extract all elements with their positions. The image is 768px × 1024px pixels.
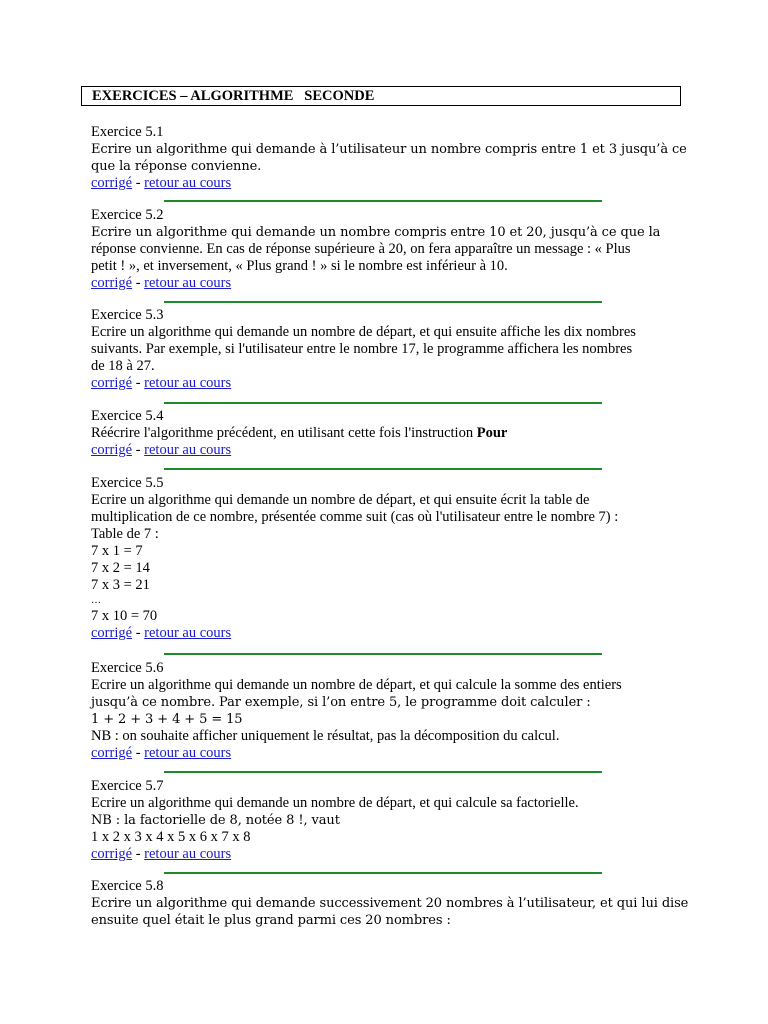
exercise-5-7 bbox=[91, 778, 671, 863]
link-separator: - bbox=[135, 846, 141, 862]
retour-au-cours-link[interactable]: retour au cours bbox=[144, 175, 232, 191]
exercise-title: Exercice 5.4 bbox=[91, 408, 164, 424]
section-divider bbox=[164, 468, 602, 470]
corrige-link[interactable]: corrigé bbox=[91, 275, 133, 291]
exercise-title: Exercice 5.8 bbox=[91, 878, 164, 894]
link-separator: - bbox=[135, 442, 141, 458]
exercise-links bbox=[91, 846, 671, 863]
exercise-links bbox=[91, 275, 671, 292]
exercise-text-line: Ecrire un algorithme qui demande un nombre de départ, et qui calcule sa factorielle. bbox=[91, 795, 579, 811]
exercise-text-line: ensuite quel était le plus grand parmi ces 20 nombres : bbox=[91, 913, 451, 928]
exercise-text-line: Ecrire un algorithme qui demande un nombre de départ, et qui ensuite affiche les dix nombres bbox=[91, 324, 636, 340]
exercise-text-line: Ecrire un algorithme qui demande un nombre compris entre 10 et 20, jusqu’à ce que la bbox=[91, 225, 661, 240]
exercise-title: Exercice 5.6 bbox=[91, 660, 164, 676]
exercise-text-line: Ecrire un algorithme qui demande un nombre de départ, et qui calcule la somme des entiers bbox=[91, 677, 622, 693]
retour-au-cours-link[interactable]: retour au cours bbox=[144, 275, 232, 291]
retour-au-cours-link[interactable]: retour au cours bbox=[144, 442, 232, 458]
link-separator: - bbox=[135, 375, 141, 391]
exercise-title: Exercice 5.5 bbox=[91, 475, 164, 491]
exercise-5-6 bbox=[91, 660, 671, 762]
exercise-text-line: 1 + 2 + 3 + 4 + 5 = 15 bbox=[91, 712, 243, 727]
exercise-links bbox=[91, 175, 671, 192]
link-separator: - bbox=[135, 275, 141, 291]
exercise-text-line: petit ! », et inversement, « Plus grand ! » si le nombre est inférieur à 10. bbox=[91, 258, 508, 274]
instruction-text: Réécrire l'algorithme précédent, en utilisant cette fois l'instruction bbox=[91, 425, 477, 441]
exercise-text-line: jusqu’à ce nombre. Par exemple, si l’on entre 5, le programme doit calculer : bbox=[91, 695, 591, 710]
exercise-text-line: 1 x 2 x 3 x 4 x 5 x 6 x 7 x 8 bbox=[91, 829, 251, 845]
exercise-5-4 bbox=[91, 408, 671, 459]
exercise-text-line: 7 x 2 = 14 bbox=[91, 560, 150, 576]
exercise-text-line: NB : la factorielle de 8, notée 8 !, vaut bbox=[91, 813, 340, 828]
section-divider bbox=[164, 771, 602, 773]
section-divider bbox=[164, 402, 602, 404]
corrige-link[interactable]: corrigé bbox=[91, 625, 133, 641]
exercise-text-line: 7 x 3 = 21 bbox=[91, 577, 150, 593]
exercise-5-2 bbox=[91, 207, 671, 292]
page-title: EXERCICES – ALGORITHME SECONDE bbox=[81, 86, 681, 106]
link-separator: - bbox=[135, 625, 141, 641]
exercise-5-3 bbox=[91, 307, 671, 392]
corrige-link[interactable]: corrigé bbox=[91, 846, 133, 862]
section-divider bbox=[164, 301, 602, 303]
exercise-text-line: Ecrire un algorithme qui demande à l’utilisateur un nombre compris entre 1 et 3 jusqu’à ce bbox=[91, 142, 687, 157]
exercise-text-line: 7 x 1 = 7 bbox=[91, 543, 143, 559]
instruction-keyword: Pour bbox=[476, 425, 508, 441]
exercise-links bbox=[91, 625, 671, 642]
retour-au-cours-link[interactable]: retour au cours bbox=[144, 625, 232, 641]
link-separator: - bbox=[135, 745, 141, 761]
retour-au-cours-link[interactable]: retour au cours bbox=[144, 846, 232, 862]
corrige-link[interactable]: corrigé bbox=[91, 175, 133, 191]
corrige-link[interactable]: corrigé bbox=[91, 745, 133, 761]
section-divider bbox=[164, 872, 602, 874]
section-divider bbox=[164, 200, 602, 202]
exercise-links bbox=[91, 375, 671, 392]
exercise-links bbox=[91, 745, 671, 762]
exercise-text-line: Ecrire un algorithme qui demande un nombre de départ, et qui ensuite écrit la table de bbox=[91, 492, 590, 508]
exercise-text-line: multiplication de ce nombre, présentée comme suit (cas où l'utilisateur entre le nombre 7) : bbox=[91, 509, 619, 525]
retour-au-cours-link[interactable]: retour au cours bbox=[144, 745, 232, 761]
retour-au-cours-link[interactable]: retour au cours bbox=[144, 375, 232, 391]
exercise-text-line: 7 x 10 = 70 bbox=[91, 608, 158, 624]
section-divider bbox=[164, 653, 602, 655]
exercise-text-line: que la réponse convienne. bbox=[91, 159, 262, 174]
exercise-text-line: NB : on souhaite afficher uniquement le résultat, pas la décomposition du calcul. bbox=[91, 728, 560, 744]
exercise-text-line: suivants. Par exemple, si l'utilisateur entre le nombre 17, le programme affichera les nombres bbox=[91, 341, 633, 357]
link-separator: - bbox=[135, 175, 141, 191]
exercise-5-1 bbox=[91, 124, 687, 192]
exercise-title: Exercice 5.1 bbox=[91, 124, 164, 140]
exercise-text-line: réponse convienne. En cas de réponse supérieure à 20, on fera apparaître un message : « Plus bbox=[91, 241, 631, 257]
corrige-link[interactable]: corrigé bbox=[91, 375, 133, 391]
exercise-text-line bbox=[91, 425, 671, 442]
ellipsis: … bbox=[91, 595, 103, 606]
exercise-5-5 bbox=[91, 475, 671, 642]
exercise-links bbox=[91, 442, 671, 459]
exercise-text-line: Table de 7 : bbox=[91, 526, 159, 542]
exercise-title: Exercice 5.3 bbox=[91, 307, 164, 323]
corrige-link[interactable]: corrigé bbox=[91, 442, 133, 458]
exercise-text-line: de 18 à 27. bbox=[91, 358, 155, 374]
exercise-text-line: Ecrire un algorithme qui demande successivement 20 nombres à l’utilisateur, et qui lui dise bbox=[91, 896, 689, 911]
exercise-title: Exercice 5.7 bbox=[91, 778, 164, 794]
exercise-title: Exercice 5.2 bbox=[91, 207, 164, 223]
exercise-5-8 bbox=[91, 878, 689, 929]
